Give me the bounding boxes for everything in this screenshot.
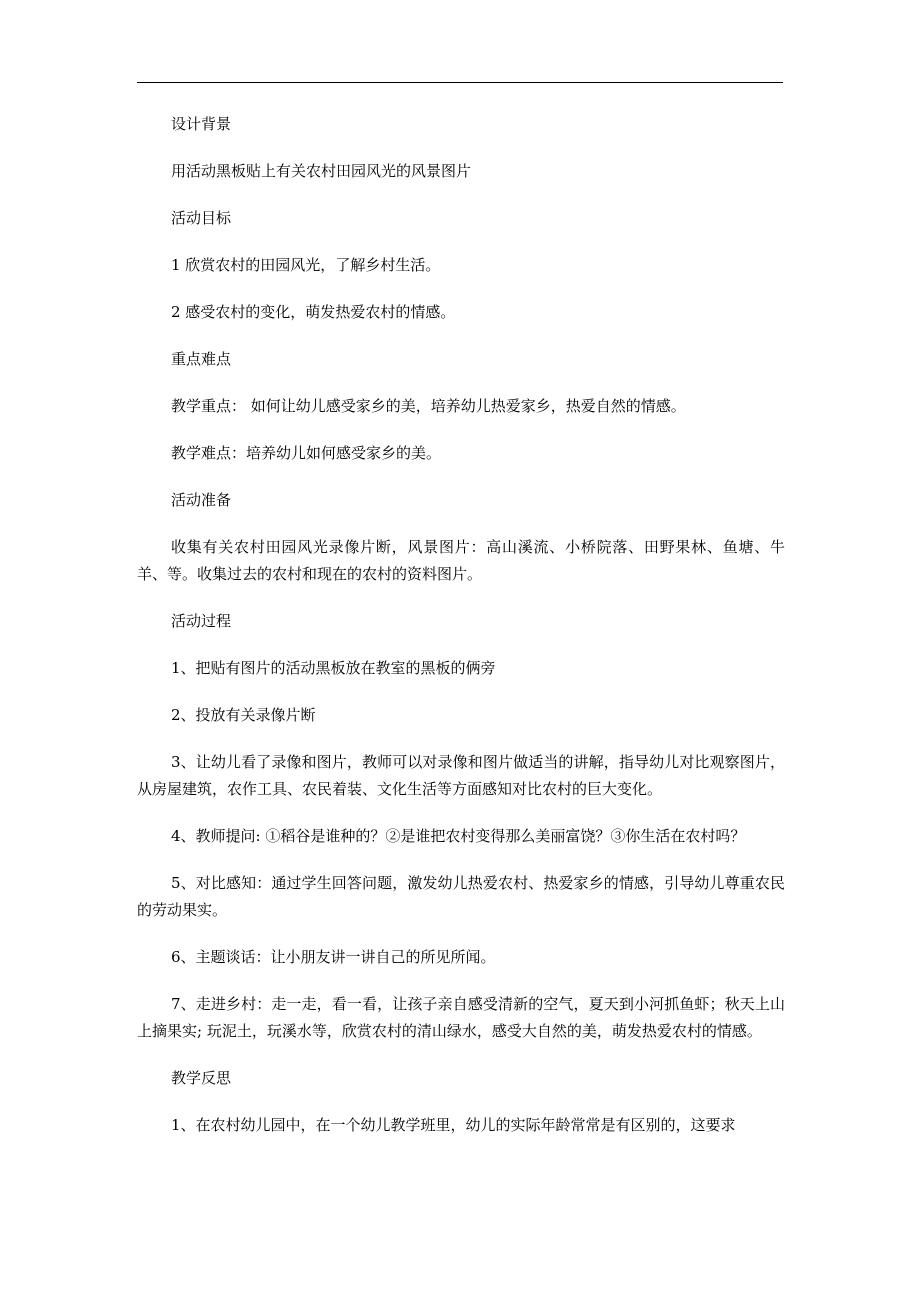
process-step-6: 6、主题谈话：让小朋友讲一讲自己的所见所闻。 xyxy=(171,948,496,966)
paragraph-preparation: 收集有关农村田园风光录像片断，风景图片：高山溪流、小桥院落、田野果林、鱼塘、牛羊、等。收集过去的农村和现在的农村的资料图片。 xyxy=(137,538,785,583)
process-step-2: 2、投放有关录像片断 xyxy=(171,706,316,724)
heading-activity-goals: 活动目标 xyxy=(171,209,232,227)
process-step-5: 5、对比感知：通过学生回答问题，激发幼儿热爱农村、热爱家乡的情感，引导幼儿尊重农民的劳动果实。 xyxy=(137,874,785,919)
teaching-focus: 教学重点： 如何让幼儿感受家乡的美，培养幼儿热爱家乡，热爱自然的情感。 xyxy=(171,397,686,415)
process-step-3: 3、让幼儿看了录像和图片，教师可以对录像和图片做适当的讲解，指导幼儿对比观察图片，从房屋建筑，农作工具、农民着装、文化生活等方面感知对比农村的巨大变化。 xyxy=(137,753,785,798)
process-step-4: 4、教师提问: ①稻谷是谁种的？②是谁把农村变得那么美丽富饶？③你生活在农村吗？ xyxy=(171,827,746,845)
process-step-7: 7、走进乡村：走一走，看一看，让孩子亲自感受清新的空气，夏天到小河抓鱼虾；秋天上山上摘果实; 玩泥土，玩溪水等，欣赏农村的清山绿水，感受大自然的美，萌发热爱农村的情感。 xyxy=(137,995,785,1040)
heading-reflection: 教学反思 xyxy=(171,1069,232,1087)
reflection-item-1: 1、在农村幼儿园中，在一个幼儿教学班里，幼儿的实际年龄常常是有区别的，这要求 xyxy=(171,1116,736,1134)
goal-item-1: 1 欣赏农村的田园风光，了解乡村生活。 xyxy=(171,256,441,274)
heading-key-points: 重点难点 xyxy=(171,350,232,368)
goal-item-2: 2 感受农村的变化，萌发热爱农村的情感。 xyxy=(171,303,456,321)
document-body xyxy=(137,111,785,1159)
heading-preparation: 活动准备 xyxy=(171,491,232,509)
heading-activity-process: 活动过程 xyxy=(171,612,232,630)
header-rule xyxy=(137,82,783,83)
heading-design-background: 设计背景 xyxy=(171,115,232,133)
process-step-1: 1、把贴有图片的活动黑板放在教室的黑板的俩旁 xyxy=(171,659,496,677)
teaching-difficulty: 教学难点：培养幼儿如何感受家乡的美。 xyxy=(171,444,442,462)
paragraph-background-text: 用活动黑板贴上有关农村田园风光的风景图片 xyxy=(171,162,472,180)
